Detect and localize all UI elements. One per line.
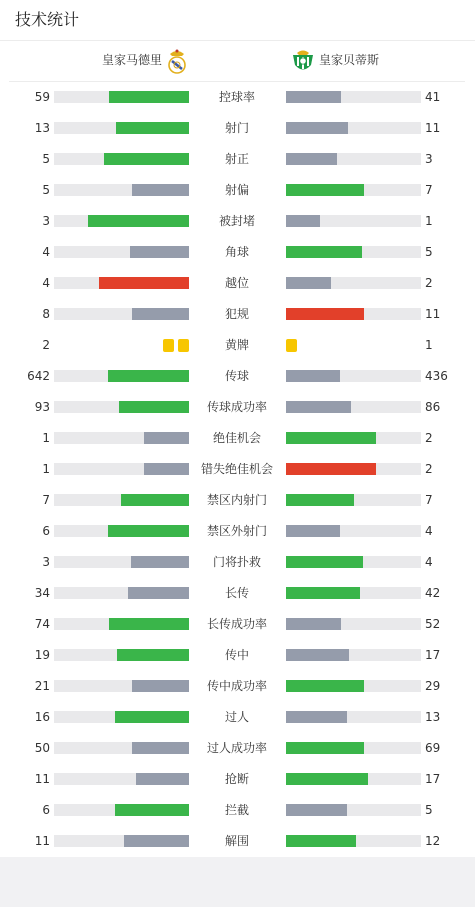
away-value: 41 (425, 90, 441, 104)
away-value: 13 (425, 710, 441, 724)
away-value: 86 (425, 400, 441, 414)
home-bar-fill (119, 401, 189, 413)
away-value: 7 (425, 493, 433, 507)
away-value: 52 (425, 617, 441, 631)
away-team-name[interactable]: 皇家贝蒂斯 (319, 53, 380, 67)
home-bar-fill (99, 277, 189, 289)
home-value: 19 (34, 648, 50, 662)
stat-label: 射偏 (224, 183, 249, 197)
stat-label: 犯规 (224, 307, 249, 321)
away-bar-track (286, 680, 421, 692)
stat-label: 错失绝佳机会 (200, 462, 273, 476)
home-bar-track (54, 556, 189, 568)
home-value: 11 (34, 834, 50, 848)
home-value: 93 (34, 400, 50, 414)
home-bar-track (54, 184, 189, 196)
away-bar-track (286, 401, 421, 413)
away-value: 4 (425, 524, 433, 538)
home-yellow-cards (159, 339, 189, 352)
home-bar-track (54, 680, 189, 692)
away-bar-fill (286, 463, 376, 475)
away-bar-track (286, 587, 421, 599)
stat-label: 拦截 (224, 803, 249, 817)
stat-label: 被封堵 (218, 214, 255, 228)
yellow-card-icon (163, 339, 174, 352)
away-bar-fill (286, 277, 331, 289)
away-value: 436 (425, 369, 448, 383)
stat-label: 禁区外射门 (206, 524, 267, 538)
home-bar-fill (130, 246, 189, 258)
away-bar-track (286, 494, 421, 506)
stat-row (0, 454, 475, 485)
stat-row (0, 764, 475, 795)
stat-label: 射正 (224, 152, 249, 166)
page-title: 技术统计 (15, 10, 80, 29)
home-bar-track (54, 463, 189, 475)
home-bar-track (54, 804, 189, 816)
home-bar-fill (144, 432, 189, 444)
away-bar-track (286, 184, 421, 196)
away-bar-track (286, 463, 421, 475)
home-value: 50 (34, 741, 50, 755)
home-bar-track (54, 401, 189, 413)
away-bar-track (286, 370, 421, 382)
away-bar-fill (286, 432, 376, 444)
stat-label: 传球成功率 (206, 400, 267, 414)
team-header (0, 41, 475, 81)
home-bar-track (54, 91, 189, 103)
away-bar-track (286, 153, 421, 165)
home-bar-track (54, 525, 189, 537)
stat-row (0, 392, 475, 423)
stat-row (0, 268, 475, 299)
home-bar-fill (108, 525, 189, 537)
home-value: 1 (42, 431, 50, 445)
home-bar-fill (132, 184, 189, 196)
away-bar-track (286, 432, 421, 444)
away-bar-track (286, 618, 421, 630)
away-value: 2 (425, 431, 433, 445)
home-bar-fill (131, 556, 189, 568)
away-bar-fill (286, 525, 340, 537)
home-value: 59 (34, 90, 50, 104)
stat-row (0, 795, 475, 826)
away-bar-fill (286, 680, 364, 692)
stat-label: 越位 (224, 276, 249, 290)
stat-row (0, 516, 475, 547)
home-bar-fill (121, 494, 189, 506)
away-value: 5 (425, 245, 433, 259)
home-bar-fill (108, 370, 189, 382)
stat-label: 传中 (224, 648, 249, 662)
stat-label: 门将扑救 (212, 555, 261, 569)
away-value: 1 (425, 338, 433, 352)
away-bar-track (286, 649, 421, 661)
stat-label: 抢断 (224, 772, 249, 786)
home-value: 4 (42, 245, 50, 259)
away-bar-fill (286, 742, 364, 754)
stat-label: 绝佳机会 (212, 431, 261, 445)
home-bar-track (54, 618, 189, 630)
stat-label: 黄牌 (224, 338, 249, 352)
away-bar-fill (286, 246, 362, 258)
stat-label: 禁区内射门 (206, 493, 267, 507)
stat-label: 传中成功率 (206, 679, 267, 693)
stat-label: 解围 (224, 834, 249, 848)
stat-label: 角球 (224, 245, 249, 259)
home-bar-track (54, 277, 189, 289)
away-bar-fill (286, 649, 349, 661)
stat-row (0, 299, 475, 330)
home-value: 3 (42, 214, 50, 228)
away-value: 69 (425, 741, 441, 755)
away-bar-fill (286, 91, 341, 103)
home-value: 3 (42, 555, 50, 569)
home-bar-fill (109, 91, 189, 103)
away-yellow-cards (286, 339, 301, 352)
stat-row (0, 361, 475, 392)
home-bar-fill (116, 122, 189, 134)
away-bar-fill (286, 370, 340, 382)
stat-row (0, 640, 475, 671)
home-team-name[interactable]: 皇家马德里 (101, 53, 162, 67)
home-bar-track (54, 308, 189, 320)
home-bar-track (54, 773, 189, 785)
away-bar-track (286, 277, 421, 289)
home-bar-track (54, 494, 189, 506)
away-bar-track (286, 556, 421, 568)
away-value: 4 (425, 555, 433, 569)
away-bar-fill (286, 835, 356, 847)
home-bar-fill (132, 308, 189, 320)
away-value: 11 (425, 121, 441, 135)
away-bar-fill (286, 122, 348, 134)
real-madrid-crest-icon[interactable] (165, 48, 189, 74)
home-bar-fill (117, 649, 189, 661)
stat-row (0, 609, 475, 640)
away-bar-track (286, 246, 421, 258)
home-bar-fill (115, 804, 189, 816)
home-value: 16 (34, 710, 50, 724)
stat-label: 射门 (224, 121, 249, 135)
stat-row (0, 671, 475, 702)
away-bar-track (286, 742, 421, 754)
real-betis-crest-icon[interactable] (291, 48, 315, 74)
home-value: 5 (42, 183, 50, 197)
stat-row (0, 330, 475, 361)
away-bar-fill (286, 587, 360, 599)
away-bar-track (286, 804, 421, 816)
away-value: 42 (425, 586, 441, 600)
home-bar-track (54, 153, 189, 165)
away-value: 3 (425, 152, 433, 166)
away-bar-fill (286, 153, 337, 165)
stat-label: 传球 (224, 369, 249, 383)
stat-row (0, 144, 475, 175)
home-bar-track (54, 587, 189, 599)
home-bar-fill (144, 463, 189, 475)
away-bar-fill (286, 215, 320, 227)
home-value: 6 (42, 803, 50, 817)
away-value: 1 (425, 214, 433, 228)
stat-row (0, 826, 475, 857)
stat-label: 长传 (224, 586, 249, 600)
home-value: 7 (42, 493, 50, 507)
away-value: 17 (425, 648, 441, 662)
home-value: 74 (34, 617, 50, 631)
away-bar-fill (286, 184, 364, 196)
away-bar-fill (286, 401, 351, 413)
home-bar-track (54, 711, 189, 723)
home-value: 34 (34, 586, 50, 600)
away-value: 12 (425, 834, 441, 848)
away-bar-track (286, 835, 421, 847)
home-bar-fill (124, 835, 189, 847)
away-bar-track (286, 711, 421, 723)
stat-row (0, 578, 475, 609)
away-bar-track (286, 91, 421, 103)
away-bar-fill (286, 711, 347, 723)
stat-label: 过人成功率 (206, 741, 267, 755)
home-bar-track (54, 215, 189, 227)
away-value: 2 (425, 276, 433, 290)
away-value: 17 (425, 772, 441, 786)
home-value: 21 (34, 679, 50, 693)
home-bar-track (54, 432, 189, 444)
away-bar-fill (286, 308, 364, 320)
home-bar-track (54, 122, 189, 134)
home-bar-fill (115, 711, 189, 723)
home-value: 11 (34, 772, 50, 786)
stat-row (0, 733, 475, 764)
home-value: 5 (42, 152, 50, 166)
away-value: 11 (425, 307, 441, 321)
stat-row (0, 702, 475, 733)
home-bar-fill (132, 742, 189, 754)
away-bar-track (286, 215, 421, 227)
away-bar-fill (286, 556, 363, 568)
home-bar-track (54, 370, 189, 382)
away-bar-fill (286, 494, 354, 506)
home-value: 8 (42, 307, 50, 321)
stat-row (0, 113, 475, 144)
away-bar-track (286, 525, 421, 537)
home-value: 6 (42, 524, 50, 538)
home-bar-fill (109, 618, 189, 630)
home-bar-track (54, 835, 189, 847)
stat-label: 控球率 (218, 90, 255, 104)
home-value: 642 (27, 369, 50, 383)
away-value: 2 (425, 462, 433, 476)
stat-row (0, 206, 475, 237)
home-value: 2 (42, 338, 50, 352)
yellow-card-icon (286, 339, 297, 352)
home-bar-fill (132, 680, 189, 692)
stat-row (0, 423, 475, 454)
stat-row (0, 82, 475, 113)
stat-label: 过人 (224, 710, 249, 724)
stat-row (0, 547, 475, 578)
away-value: 5 (425, 803, 433, 817)
home-bar-fill (128, 587, 189, 599)
home-bar-track (54, 742, 189, 754)
away-value: 7 (425, 183, 433, 197)
stat-label: 长传成功率 (206, 617, 267, 631)
home-bar-fill (136, 773, 189, 785)
stat-row (0, 485, 475, 516)
away-bar-track (286, 308, 421, 320)
home-bar-track (54, 246, 189, 258)
away-bar-track (286, 773, 421, 785)
away-bar-fill (286, 804, 347, 816)
stat-row (0, 175, 475, 206)
away-value: 29 (425, 679, 441, 693)
home-bar-track (54, 649, 189, 661)
home-value: 13 (34, 121, 50, 135)
stat-row (0, 237, 475, 268)
yellow-card-icon (178, 339, 189, 352)
home-value: 4 (42, 276, 50, 290)
home-value: 1 (42, 462, 50, 476)
away-bar-track (286, 122, 421, 134)
away-bar-fill (286, 618, 341, 630)
away-bar-fill (286, 773, 368, 785)
home-bar-fill (104, 153, 189, 165)
home-bar-fill (88, 215, 189, 227)
